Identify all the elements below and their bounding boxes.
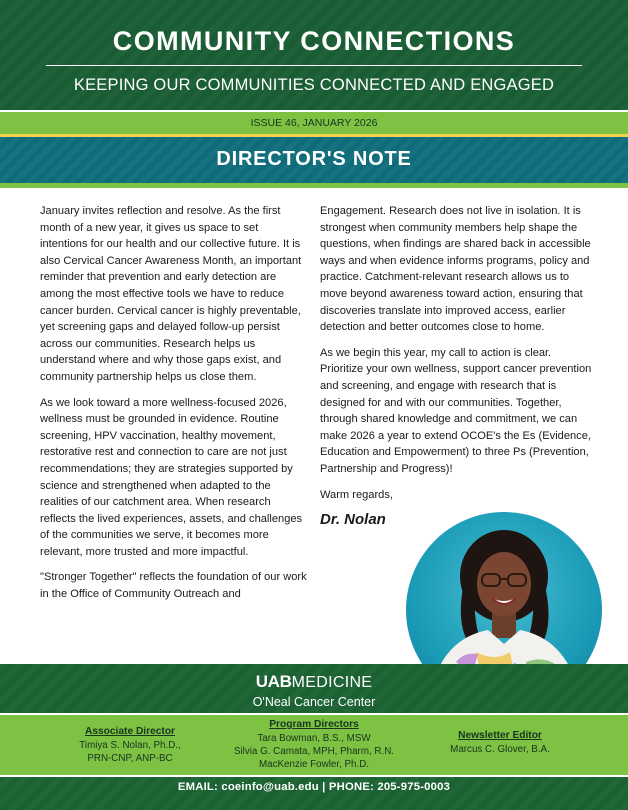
staff-line: Silvia G. Camata, MPH, Pharm, R.N. bbox=[233, 746, 395, 757]
uab-medicine-logo bbox=[0, 672, 628, 692]
issue-label: ISSUE 46, JANUARY 2026 bbox=[250, 117, 378, 129]
signoff: Warm regards, bbox=[320, 488, 393, 501]
green-divider bbox=[0, 183, 628, 188]
masthead bbox=[0, 0, 628, 110]
signature: Dr. Nolan bbox=[320, 511, 386, 529]
program-directors bbox=[219, 718, 409, 771]
masthead-divider bbox=[46, 65, 582, 66]
paragraph: As we look toward a more wellness-focused 2026, wellness must be grounded in evidence. Routine screening, HPV vaccination, healthy movement, restorative rest and connection to care are not just recommendations; they are strategies supported by science and strengthened when adapted to the realities of our catchment area. When research reflects the lived experiences, assets, and challenges of the communities we serve, it becomes more relevant, more trusted and more impactful. bbox=[40, 396, 303, 558]
paragraph: As we begin this year, my call to action is clear. Prioritize your own wellness, support cancer prevention and screening, and engage with research that is designed for and with our communities. Together, through shared knowledge and commitment, we can make 2026 a year to extend OCOE's the Es (Evidence, Education and Empowerment) to three Ps (Prevention, Partnership and Progress)! bbox=[320, 346, 592, 475]
newsletter-editor-heading: Newsletter Editor bbox=[458, 730, 542, 741]
logo-bold-text: UAB bbox=[255, 672, 292, 691]
staff-line: Timiya S. Nolan, Ph.D., bbox=[79, 740, 181, 751]
associate-director bbox=[55, 725, 205, 765]
paragraph: Engagement. Research does not live in isolation. It is strongest when community members help shape the questions, when findings are shared back in accessible ways and when evidence informs programs, policy and practice. Catchment-relevant research allows us to move beyond awareness toward action, ensuring that discoveries translate into improved access, earlier detection and better outcomes close to home. bbox=[320, 205, 591, 334]
left-column bbox=[40, 203, 308, 612]
staff-line: Marcus C. Glover, B.A. bbox=[450, 744, 550, 755]
staff-line: PRN-CNP, ANP-BC bbox=[87, 753, 173, 764]
newsletter-tagline: KEEPING OUR COMMUNITIES CONNECTED AND ENGAGED bbox=[73, 76, 555, 94]
issue-bar bbox=[0, 110, 628, 134]
program-directors-heading: Program Directors bbox=[269, 719, 359, 730]
paragraph: "Stronger Together" reflects the foundation of our work in the Office of Community Outreach and bbox=[40, 571, 307, 601]
staff-band bbox=[0, 713, 628, 777]
cancer-center-name: O'Neal Cancer Center bbox=[252, 695, 376, 709]
section-title: DIRECTOR'S NOTE bbox=[216, 148, 412, 170]
staff-line: Tara Bowman, B.S., MSW bbox=[257, 733, 371, 744]
contact-line: EMAIL: coeinfo@uab.edu | PHONE: 205-975-0003 bbox=[177, 781, 451, 793]
paragraph: January invites reflection and resolve. As the first month of a new year, it gives us space to set intentions for our health and our collective future. It is also Cervical Cancer Awareness Month, an important reminder that prevention and early detection are among the most effective tools we have to reduce cancer burden. Cervical cancer is highly preventable, yet screening gaps and delayed follow-up persist across our communities. Research helps us understand where and why those gaps exist, and community partnership helps us close them. bbox=[40, 205, 302, 383]
newsletter-title: COMMUNITY CONNECTIONS bbox=[112, 26, 516, 56]
right-column bbox=[320, 203, 592, 529]
footer bbox=[0, 664, 628, 810]
section-banner bbox=[0, 137, 628, 183]
staff-line: MacKenzie Fowler, Ph.D. bbox=[259, 759, 369, 770]
associate-director-heading: Associate Director bbox=[84, 726, 176, 737]
newsletter-editor bbox=[420, 729, 580, 756]
logo-light-text: MEDICINE bbox=[291, 674, 373, 691]
